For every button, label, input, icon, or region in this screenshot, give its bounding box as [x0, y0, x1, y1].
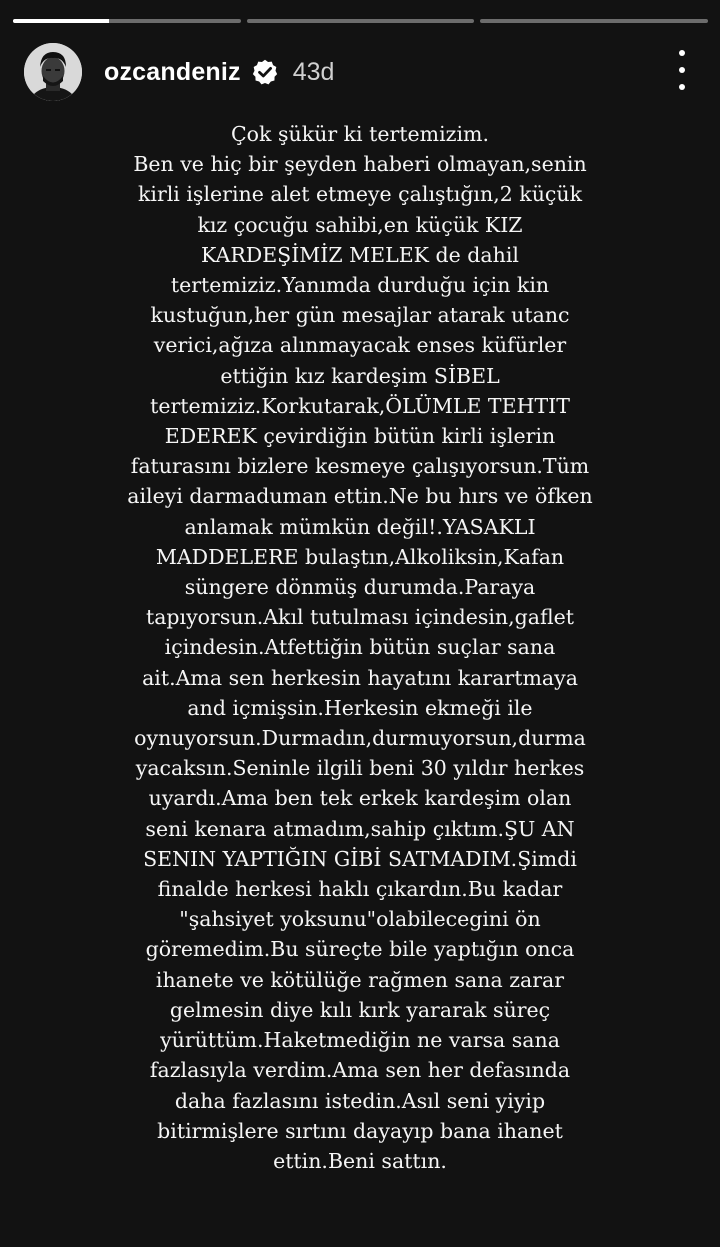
- story-text-line: MADDELERE bulaştın,Alkoliksin,Kafan: [155, 544, 565, 569]
- story-text-line: ihanete ve kötülüğe rağmen sana zarar: [155, 967, 565, 992]
- story-text-line: Ben ve hiç bir şeyden haberi olmayan,senin: [133, 152, 587, 177]
- story-text-line: uyardı.Ama ben tek erkek kardeşim olan: [148, 786, 572, 811]
- story-text-line: ettiğin kız kardeşim SİBEL: [220, 363, 500, 388]
- more-vertical-icon[interactable]: [670, 50, 694, 90]
- progress-segment: [13, 19, 241, 23]
- story-header: [24, 42, 696, 102]
- story-text-line: kirli işlerine alet etmeye çalıştığın,2 küçük: [137, 182, 583, 207]
- story-progress-bar: [13, 19, 708, 23]
- story-text-line: tertemiziz.Yanımda durduğu için kin: [170, 273, 550, 298]
- story-text-line: süngere dönmüş durumda.Paraya: [184, 575, 536, 600]
- story-text-line: kustuğun,her gün mesajlar atarak utanc: [150, 303, 570, 328]
- story-text-line: finalde herkesi haklı çıkardın.Bu kadar: [157, 877, 563, 902]
- story-text-line: tertemiziz.Korkutarak,ÖLÜMLE TEHTIT: [150, 393, 570, 418]
- story-text-line: gelmesin diye kılı kırk yararak süreç: [169, 997, 551, 1022]
- story-text-line: tapıyorsun.Akıl tutulması içindesin,gaflet: [145, 605, 575, 630]
- story-text-line: verici,ağıza alınmayacak enses küfürler: [153, 333, 567, 358]
- story-text-line: içindesin.Atfettiğin bütün suçlar sana: [164, 635, 556, 660]
- story-text-line: "şahsiyet yoksunu"olabilecegini ön: [179, 907, 541, 932]
- story-text-line: fazlasıyla verdim.Ama sen her defasında: [149, 1058, 571, 1083]
- story-text-line: seni kenara atmadım,sahip çıktım.ŞU AN: [145, 816, 575, 841]
- story-text-line: EDEREK çevirdiğin bütün kirli işlerin: [164, 424, 556, 449]
- more-dot: [679, 50, 685, 56]
- story-text-line: yürüttüm.Haketmediğin ne varsa sana: [160, 1028, 560, 1053]
- story-text-line: faturasını bizlere kesmeye çalışıyorsun.Tüm: [130, 454, 590, 479]
- story-text-line: göremedim.Bu süreçte bile yaptığın onca: [145, 937, 575, 962]
- avatar-image: [24, 43, 82, 101]
- story-text: [60, 119, 660, 1176]
- story-text-line: bitirmişlere sırtını dayayıp bana ihanet: [157, 1118, 563, 1143]
- story-text-line: daha fazlasını istedin.Asıl seni yiyip: [174, 1088, 546, 1113]
- story-text-line: aileyi darmaduman ettin.Ne bu hırs ve öfken: [127, 484, 593, 509]
- story-text-line: ait.Ama sen herkesin hayatını karartmaya: [142, 665, 578, 690]
- story-text-line: yacaksın.Seninle ilgili beni 30 yıldır herkes: [135, 756, 585, 781]
- post-time: 43d: [292, 57, 335, 86]
- progress-segment-fill: [13, 19, 109, 23]
- story-text-line: oynuyorsun.Durmadın,durmuyorsun,durma: [134, 726, 586, 751]
- progress-segment: [480, 19, 708, 23]
- story-text-line: SENIN YAPTIĞIN GİBİ SATMADIM.Şimdi: [143, 846, 577, 871]
- more-dot: [679, 84, 685, 90]
- username[interactable]: ozcandeniz: [104, 57, 241, 86]
- story-text-line: ettin.Beni sattın.: [273, 1148, 447, 1173]
- story-text-line: anlamak mümkün değil!.YASAKLI: [184, 514, 536, 539]
- verified-badge-icon: [251, 58, 279, 86]
- avatar[interactable]: [24, 43, 82, 101]
- story-text-line: Çok şükür ki tertemizim.: [231, 122, 489, 146]
- more-dot: [679, 67, 685, 73]
- story-text-line: and içmişsin.Herkesin ekmeği ile: [187, 695, 533, 720]
- story-text-line: KARDEŞİMİZ MELEK de dahil: [201, 242, 519, 267]
- story-text-line: kız çocuğu sahibi,en küçük KIZ: [197, 212, 523, 237]
- progress-segment: [247, 19, 475, 23]
